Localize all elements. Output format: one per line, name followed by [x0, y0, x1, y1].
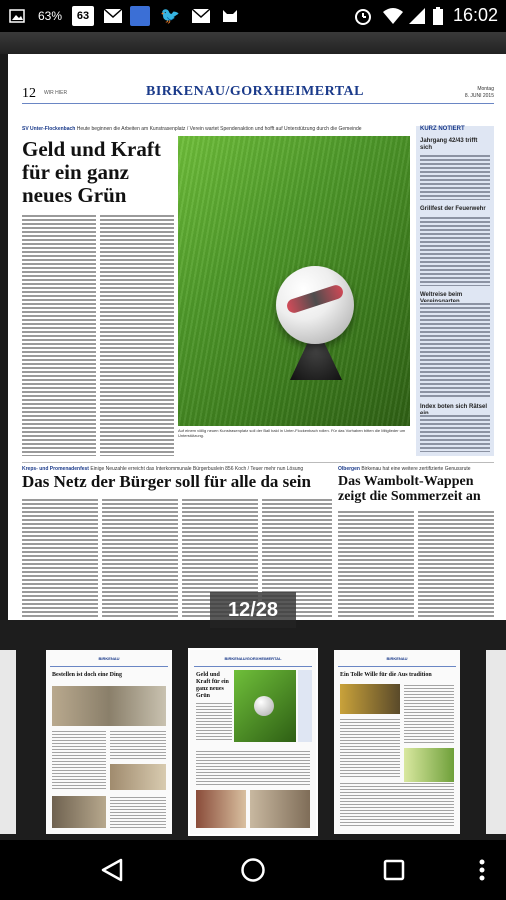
- section-rule: [22, 462, 494, 463]
- thumbnail-text: [340, 718, 400, 778]
- thumbnail-next-edge[interactable]: [486, 650, 506, 834]
- article-text-column: [100, 214, 174, 456]
- page-number: 12: [22, 86, 36, 101]
- header-section-label: WIR HIER: [44, 90, 68, 96]
- page-counter: 12/28: [210, 592, 296, 628]
- side-item-text: [420, 302, 490, 398]
- thumbnail-photo: [340, 684, 400, 714]
- article-text-column: [252, 214, 328, 424]
- thumbnail-photo: [196, 790, 246, 828]
- thumbnail-page-current[interactable]: [190, 650, 316, 834]
- thumbnail-photo: [250, 790, 310, 828]
- thumbnail-photo: [234, 670, 296, 742]
- thumbnail-text: [52, 730, 106, 790]
- article-text-column: [338, 510, 414, 618]
- date-line: [465, 86, 494, 100]
- mail-icon: [190, 6, 212, 26]
- thumbnail-rule: [194, 666, 312, 667]
- thumbnail-prev-edge[interactable]: [0, 650, 16, 834]
- more-vert-icon: [479, 859, 485, 881]
- battery-icon: [432, 6, 444, 26]
- thumbnail-headline: Bestellen ist doch eine Ding: [52, 672, 122, 678]
- back-button[interactable]: [96, 854, 128, 886]
- thumbnail-photo: [52, 796, 106, 828]
- main-headline: Geld und Kraft für ein ganz neues Grün: [22, 137, 161, 207]
- thumbnail-photo: [110, 764, 166, 790]
- side-item-text: [420, 216, 490, 286]
- signal-icon: [408, 6, 426, 26]
- kicker-2-bold: Kreps- und Promenadenfest: [22, 466, 89, 472]
- date-day: 8. JUNI 2015: [464, 93, 494, 99]
- soccer-ball: [254, 696, 274, 716]
- recents-square-icon: [383, 859, 405, 881]
- thumbnail-text: [110, 730, 166, 760]
- kicker-3-text: Birkenau hat eine weitere zertifizierte Genussrute: [361, 466, 471, 472]
- number-badge-text: 63: [76, 10, 90, 22]
- thumbnail-masthead: BIRKENAU: [386, 656, 408, 661]
- thumbnail-sidebar: [298, 670, 312, 742]
- thumbnail-masthead: BIRKENAU/GORXHEIMERTAL: [224, 656, 282, 661]
- thumbnail-rule: [50, 666, 168, 667]
- thumbnail-photo: [52, 686, 166, 726]
- thumbnail-text: [196, 750, 310, 786]
- thumbnail-page[interactable]: [46, 650, 172, 834]
- kicker-2-text: Einige Neuzahle erreicht das Interkommunale Bürgerbuslein 856 Koch / Teuer mehr nun Lösung: [90, 466, 304, 472]
- thumbnail-headline: Geld und Kraft für ein ganz neues Grün: [196, 672, 229, 699]
- overflow-menu-button[interactable]: [470, 854, 494, 886]
- kicker-1: [22, 126, 402, 132]
- recents-button[interactable]: [378, 854, 410, 886]
- kicker-3: [338, 466, 498, 472]
- twitter-icon: 🐦: [160, 8, 180, 25]
- sidebar-box: [416, 126, 494, 456]
- clock: 16:02: [452, 5, 498, 25]
- thumbnail-text: [340, 782, 454, 828]
- mail-icon: [102, 6, 124, 26]
- cat-icon: [220, 6, 240, 26]
- thumbnail-page[interactable]: [334, 650, 460, 834]
- article-text-column: [22, 214, 96, 456]
- thumbnail-headline: Ein Tolle Wille für die Aus tradition: [340, 672, 432, 678]
- article-text-column: [102, 498, 178, 618]
- thumbnail-text: [110, 796, 166, 828]
- masthead: BIRKENAU/GORXHEIMERTAL: [146, 84, 364, 99]
- side-item-text: [420, 154, 490, 200]
- alarm-icon: [352, 6, 374, 26]
- battery-percent-label: 63%: [38, 9, 63, 23]
- side-item-text: [420, 414, 490, 452]
- image-icon: [8, 6, 26, 26]
- number-badge: [72, 6, 94, 26]
- second-headline: Das Netz der Bürger soll für alle da sein: [22, 472, 311, 491]
- side-item-title: Index boten sich Rätsel: [420, 404, 488, 410]
- navigation-bar: [0, 840, 506, 900]
- kicker-1-bold: SV Unter-Flockenbach: [22, 126, 76, 132]
- newspaper-page[interactable]: [8, 54, 506, 620]
- status-bar: [0, 0, 506, 32]
- sidebar-box-head: KURZ NOTIERT: [420, 126, 465, 132]
- thumbnail-rule: [338, 666, 456, 667]
- third-headline: Das Wambolt-Wappen zeigt die Sommerzeit an: [338, 474, 481, 504]
- viewer-toolbar: [0, 32, 506, 54]
- wifi-icon: [382, 6, 404, 26]
- photo-caption: Auf einem völlig neuen Kunstrasenplatz soll der Ball bald in Unter-Flockenbach rollen. Für das Vorhaben bitten die Mitglieder um Unterstützung.: [178, 428, 406, 438]
- side-item-title: Jahrgang 42/43 trifft sich: [420, 138, 478, 151]
- side-item-title: Weltreise beim: [420, 292, 463, 298]
- thumbnail-masthead: BIRKENAU: [98, 656, 120, 661]
- kicker-3-bold: Ölbergen: [338, 466, 360, 472]
- home-button[interactable]: [237, 854, 269, 886]
- header-rule: [22, 103, 494, 104]
- home-circle-icon: [240, 857, 266, 883]
- kicker-1-text: Heute beginnen die Arbeiten am Kunstrasenplatz / Verein wartet Spendenaktion und hofft auf Unterstützung durch die Gemeinde: [76, 126, 362, 132]
- date-weekday: Montag: [477, 86, 494, 92]
- back-triangle-icon: [101, 858, 123, 882]
- news-app-icon: [130, 6, 150, 26]
- side-item-title: Grillfest der Feuerwehr: [420, 206, 486, 212]
- thumbnail-text: [404, 684, 454, 744]
- thumbnail-text: [196, 702, 232, 742]
- article-text-column: [22, 498, 98, 618]
- article-text-column: [418, 510, 494, 618]
